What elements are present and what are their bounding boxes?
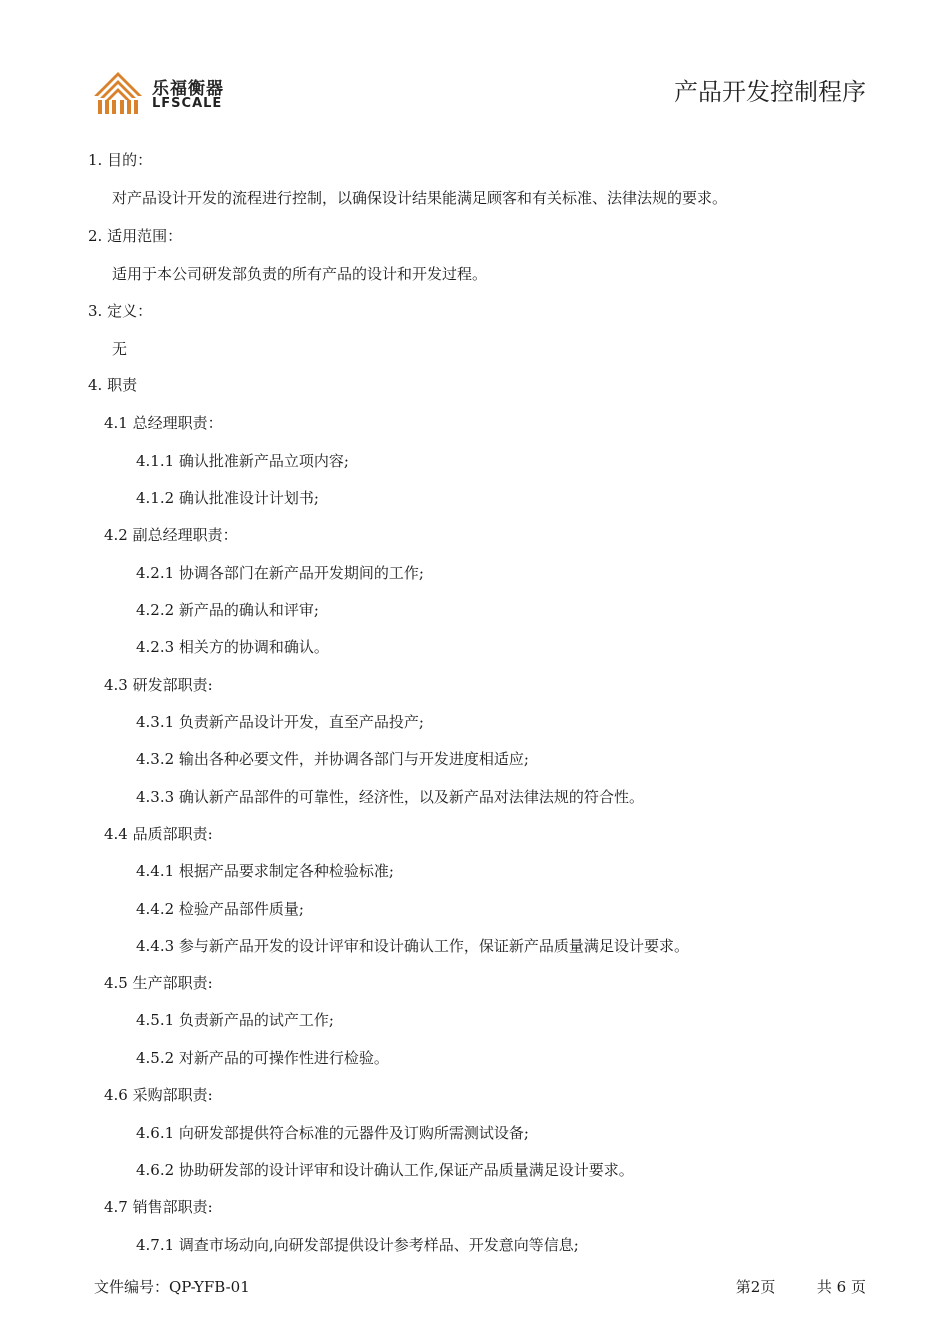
list-item: 4.6.1 向研发部提供符合标准的元器件及订购所需测试设备; (136, 1124, 529, 1142)
list-item: 4.2.3 相关方的协调和确认。 (136, 638, 329, 656)
subsection-deputy-gm: 4.2 副总经理职责： (104, 526, 238, 544)
list-item: 4.7.1 调查市场动向,向研发部提供设计参考样品、开发意向等信息; (136, 1236, 579, 1254)
subsection-purchasing: 4.6 采购部职责: (104, 1086, 213, 1104)
section-heading-responsibilities: 4. 职责 (88, 376, 138, 394)
total-pages-label: 共 6 页 (816, 1278, 866, 1296)
list-item: 4.3.1 负责新产品设计开发，直至产品投产; (136, 713, 424, 731)
subsection-quality: 4.4 品质部职责: (104, 825, 213, 843)
subsection-gm: 4.1 总经理职责： (104, 414, 223, 432)
list-item: 4.5.2 对新产品的可操作性进行检验。 (136, 1049, 389, 1067)
list-item: 4.6.2 协助研发部的设计评审和设计确认工作,保证产品质量满足设计要求。 (136, 1161, 634, 1179)
page-indicator (736, 1276, 866, 1297)
document-title: 产品开发控制程序 (674, 78, 866, 106)
list-item: 4.1.2 确认批准设计计划书; (136, 489, 319, 507)
list-item: 4.5.1 负责新产品的试产工作; (136, 1011, 334, 1029)
list-item: 4.4.3 参与新产品开发的设计评审和设计确认工作，保证新产品质量满足设计要求。 (136, 937, 689, 955)
page-header (0, 0, 950, 130)
section-body-definitions: 无 (112, 340, 128, 358)
list-item: 4.2.2 新产品的确认和评审; (136, 601, 319, 619)
logo-english-name: LFSCALE (152, 96, 223, 111)
section-heading-scope: 2. 适用范围： (88, 227, 183, 245)
subsection-rd: 4.3 研发部职责: (104, 676, 213, 694)
document-number: 文件编号：QP-YFB-01 (94, 1278, 250, 1296)
list-item: 4.3.3 确认新产品部件的可靠性，经济性，以及新产品对法律法规的符合性。 (136, 788, 644, 806)
subsection-production: 4.5 生产部职责: (104, 974, 213, 992)
list-item: 4.3.2 输出各种必要文件，并协调各部门与开发进度相适应; (136, 750, 529, 768)
list-item: 4.1.1 确认批准新产品立项内容; (136, 452, 349, 470)
subsection-sales: 4.7 销售部职责: (104, 1198, 213, 1216)
section-heading-definitions: 3. 定义： (88, 302, 153, 320)
section-body-scope: 适用于本公司研发部负责的所有产品的设计和开发过程。 (112, 265, 488, 283)
section-heading-purpose: 1. 目的： (88, 151, 153, 169)
section-body-purpose: 对产品设计开发的流程进行控制，以确保设计结果能满足顾客和有关标准、法律法规的要求。 (112, 189, 728, 207)
current-page-label: 第2页 (735, 1278, 776, 1296)
list-item: 4.4.2 检验产品部件质量; (136, 900, 304, 918)
list-item: 4.2.1 协调各部门在新产品开发期间的工作; (136, 564, 424, 582)
list-item: 4.4.1 根据产品要求制定各种检验标准; (136, 862, 394, 880)
logo-chinese-name: 乐福衡器 (152, 79, 224, 99)
